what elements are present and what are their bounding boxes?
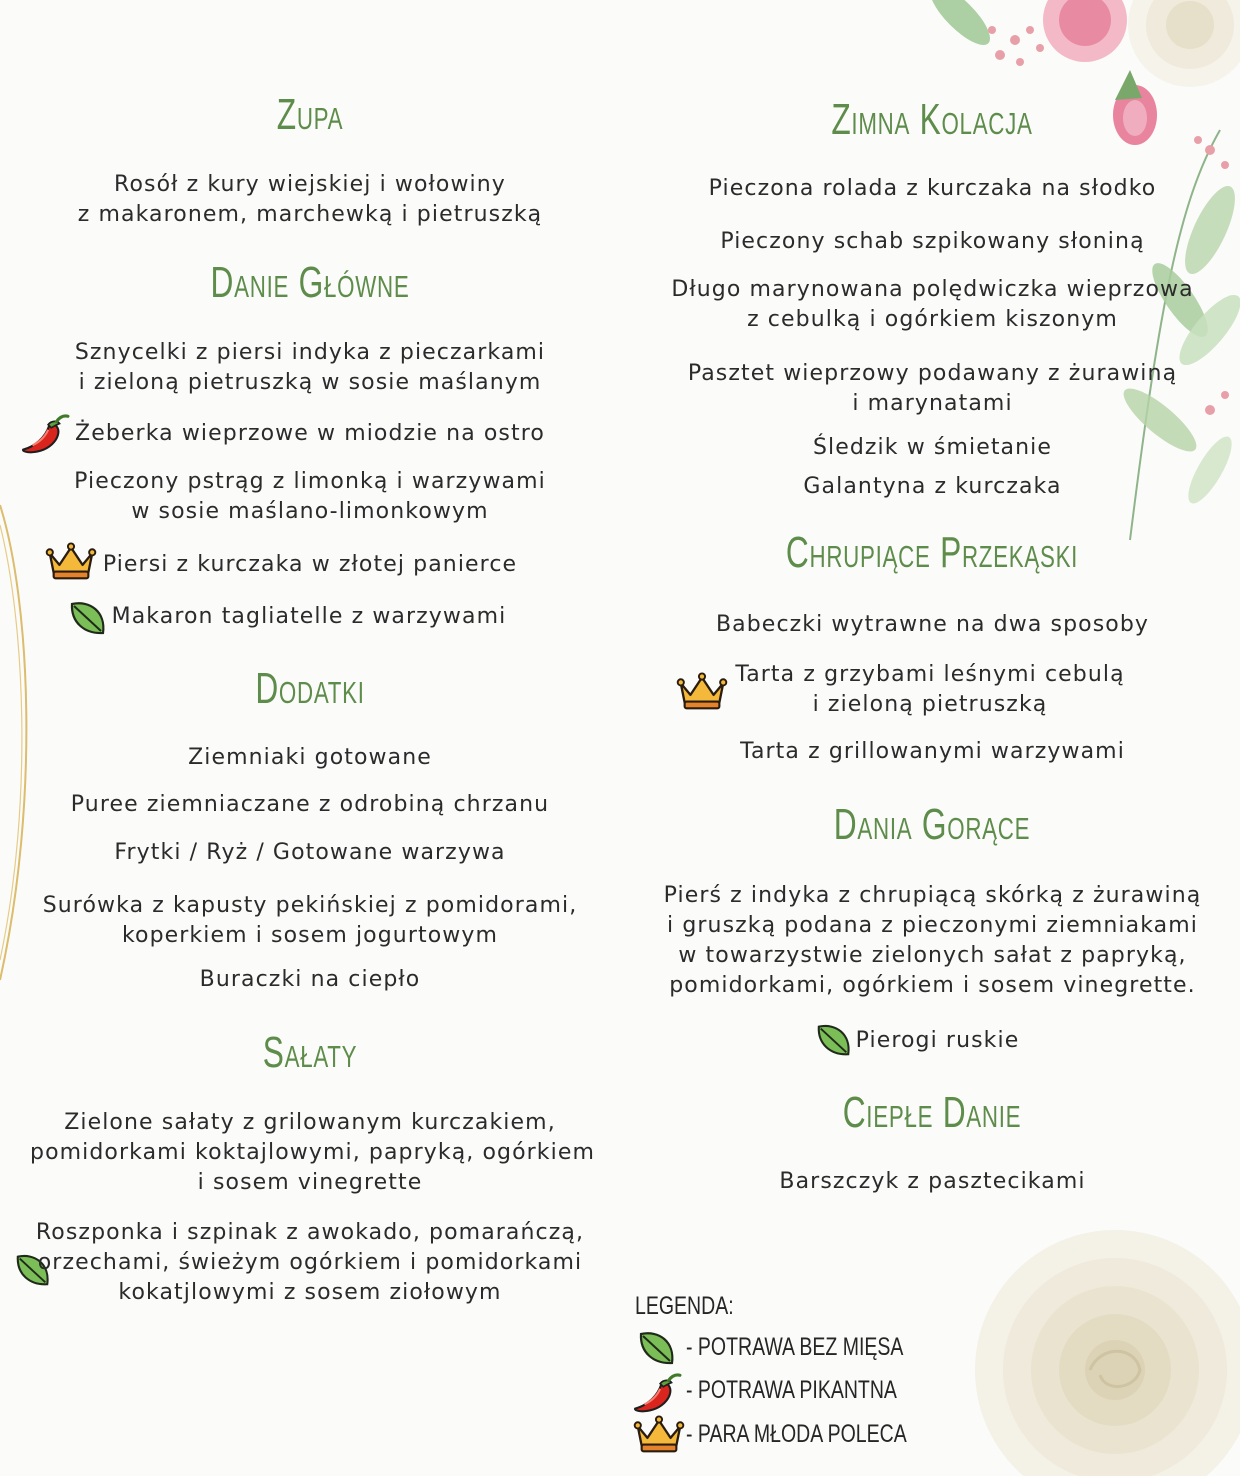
section-heading-danie-glowne: Danie Główne xyxy=(210,258,410,307)
menu-item-vege: Roszponka i szpinak z awokado, pomarańczą, orzechami, świeżym ogórkiem i pomidorkami kokatjlowymi z sosem ziołowym xyxy=(35,1220,585,1305)
menu-item: Ziemniaki gotowane xyxy=(188,745,432,770)
menu-item: Długo marynowana polędwiczka wieprzowa z cebulką i ogórkiem kiszonym xyxy=(671,277,1194,332)
menu-item-vege: Makaron tagliatelle z warzywami xyxy=(111,604,507,629)
section-heading-chrupiace-przekaski: Chrupiące Przekąski xyxy=(785,528,1079,577)
menu-item: Pasztet wieprzowy podawany z żurawiną i marynatami xyxy=(687,361,1178,416)
leaf-icon xyxy=(68,598,108,638)
legend-vege-label: - POTRAWA BEZ MIĘSA xyxy=(686,1333,904,1361)
menu-item: Pieczony pstrąg z limonką i warzywami w sosie maślano-limonkowym xyxy=(74,469,546,524)
menu-item: Sznycelki z piersi indyka z pieczarkami i zieloną pietruszką w sosie maślanym xyxy=(74,340,546,395)
chili-pepper-icon xyxy=(20,413,70,455)
section-heading-zupa: Zupa xyxy=(276,90,344,139)
white-rose-decoration xyxy=(950,1220,1240,1476)
section-heading-zimna-kolacja: Zimna Kolacja xyxy=(831,95,1033,144)
menu-item-recommended: Tarta z grzybami leśnymi cebulą i zieloną pietruszką xyxy=(735,662,1125,717)
crown-icon xyxy=(632,1414,686,1454)
menu-item: Puree ziemniaczane z odrobiną chrzanu xyxy=(70,792,550,817)
menu-item: Rosół z kury wiejskiej i wołowiny z makaronem, marchewką i pietruszką xyxy=(77,172,543,227)
section-heading-dania-gorace: Dania Gorące xyxy=(833,800,1031,849)
section-heading-salaty: Sałaty xyxy=(262,1028,358,1077)
menu-item: Surówka z kapusty pekińskiej z pomidorami, koperkiem i sosem jogurtowym xyxy=(42,893,578,948)
leaf-icon xyxy=(637,1328,677,1368)
menu-item: Tarta z grillowanymi warzywami xyxy=(740,739,1125,764)
legend-spicy-label: - POTRAWA PIKANTNA xyxy=(686,1376,897,1404)
menu-item-spicy: Żeberka wieprzowe w miodzie na ostro xyxy=(75,421,545,446)
menu-item: Pierś z indyka z chrupiącą skórką z żurawiną i gruszką podana z pieczonymi ziemniakami w towarzystwie zielonych sałat z papryką, pomidorkami, ogórkiem i sosem vinegrette. xyxy=(663,883,1202,998)
menu-item: Zielone sałaty z grilowanym kurczakiem, pomidorkami koktajlowymi, papryką, ogórkiem i sosem vinegrette xyxy=(30,1110,596,1195)
section-heading-dodatki: Dodatki xyxy=(255,664,365,713)
legend-title: LEGENDA: xyxy=(635,1292,734,1320)
menu-item: Buraczki na ciepło xyxy=(199,967,421,992)
menu-item: Pieczona rolada z kurczaka na słodko xyxy=(708,176,1157,201)
menu-item: Frytki / Ryż / Gotowane warzywa xyxy=(114,840,506,865)
menu-item-recommended: Piersi z kurczaka w złotej panierce xyxy=(102,552,518,577)
menu-item: Galantyna z kurczaka xyxy=(803,474,1062,499)
crown-icon xyxy=(44,541,98,581)
menu-item: Pieczony schab szpikowany słoniną xyxy=(720,229,1145,254)
section-heading-cieple-danie: Ciepłe Danie xyxy=(842,1088,1022,1137)
menu-item: Barszczyk z pasztecikami xyxy=(779,1169,1086,1194)
chili-pepper-icon xyxy=(632,1372,682,1414)
legend-recommended-label: - PARA MŁODA POLECA xyxy=(686,1420,907,1448)
leaf-icon xyxy=(815,1021,853,1059)
menu-item: Babeczki wytrawne na dwa sposoby xyxy=(715,612,1150,637)
menu-item-vege: Pierogi ruskie xyxy=(855,1028,1020,1053)
menu-item: Śledzik w śmietanie xyxy=(812,435,1053,460)
